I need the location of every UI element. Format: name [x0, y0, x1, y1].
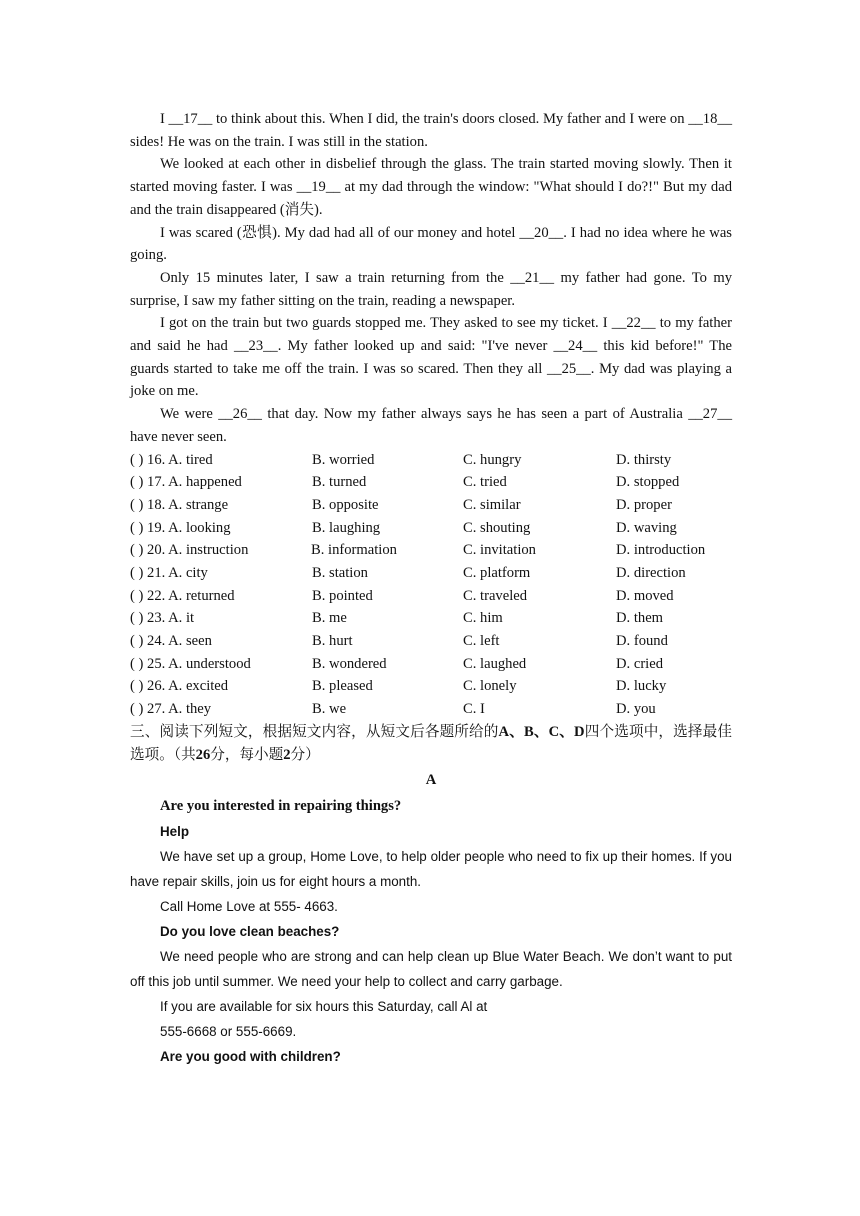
section-title-points: 26	[195, 746, 211, 763]
passage-paragraph: I __17__ to think about this. When I did, the train's doors closed. My father and I were on __18__ sides! He was on the train. I was still in the station.	[130, 111, 732, 150]
option-b: B. turned	[312, 474, 367, 491]
question-stem: ( ) 24. A. seen	[130, 633, 212, 650]
option-d: D. cried	[616, 655, 664, 672]
question-row	[130, 539, 732, 562]
section-title-text: 分）	[290, 746, 320, 763]
section-title-letters: A、B、C、D	[498, 723, 585, 740]
question-row	[130, 449, 732, 472]
option-b: B. station	[312, 564, 368, 581]
option-d: D. stopped	[616, 474, 680, 491]
ad-contact-help: Call Home Love at 555- 4663.	[160, 899, 338, 915]
section-title-text: 三、阅读下列短文，根据短文内容，从短文后各题所给的	[130, 723, 499, 740]
question-stem: ( ) 17. A. happened	[130, 474, 242, 491]
ad-title-beach: Do you love clean beaches?	[160, 924, 340, 940]
question-stem: ( ) 21. A. city	[130, 564, 208, 581]
option-d: D. proper	[616, 496, 672, 513]
option-c: C. platform	[463, 564, 531, 581]
question-options	[130, 449, 732, 721]
question-row	[130, 698, 732, 721]
option-c: C. shouting	[463, 519, 531, 536]
ad-text-beach: We need people who are strong and can help clean up Blue Water Beach. We don’t want to put off this job until summer. We need your help to collect and carry garbage.	[130, 949, 732, 990]
question-stem: ( ) 20. A. instruction	[130, 542, 249, 559]
option-c: C. invitation	[463, 542, 536, 559]
section-title	[130, 721, 732, 766]
question-row	[130, 653, 732, 676]
question-stem: ( ) 22. A. returned	[130, 587, 235, 604]
option-d: D. direction	[616, 564, 686, 581]
option-b: B. wondered	[312, 655, 387, 672]
option-c: C. lonely	[463, 678, 517, 695]
option-d: D. introduction	[616, 542, 706, 559]
question-row	[130, 562, 732, 585]
question-row	[130, 630, 732, 653]
reading-body	[130, 819, 732, 1069]
question-row	[130, 494, 732, 517]
option-d: D. found	[616, 633, 668, 650]
option-d: D. you	[616, 701, 656, 718]
reading-heading: Are you interested in repairing things?	[160, 798, 402, 815]
option-d: D. thirsty	[616, 451, 672, 468]
ad-contact-beach-numbers: 555-6668 or 555-6669.	[160, 1024, 297, 1040]
ad-title-children: Are you good with children?	[160, 1049, 341, 1065]
option-d: D. waving	[616, 519, 677, 536]
option-c: C. tried	[463, 474, 507, 491]
question-row	[130, 517, 732, 540]
option-d: D. lucky	[616, 678, 667, 695]
option-b: B. pointed	[312, 587, 373, 604]
ad-title-help: Help	[160, 824, 190, 840]
question-stem: ( ) 27. A. they	[130, 701, 212, 718]
section-title-text: 分，每小题	[210, 746, 284, 763]
document-content	[130, 108, 732, 1069]
question-stem: ( ) 25. A. understood	[130, 655, 251, 672]
option-c: C. traveled	[463, 587, 528, 604]
option-b: B. pleased	[312, 678, 373, 695]
question-row	[130, 585, 732, 608]
section-title-each: 2	[283, 746, 291, 763]
option-b: B. hurt	[312, 633, 353, 650]
question-row	[130, 607, 732, 630]
question-row	[130, 675, 732, 698]
cloze-passage	[130, 108, 732, 449]
option-d: D. moved	[616, 587, 674, 604]
option-b: B. we	[312, 701, 347, 718]
reading-passage-a	[130, 794, 732, 1069]
question-stem: ( ) 26. A. excited	[130, 678, 229, 695]
passage-paragraph: I was scared (恐惧). My dad had all of our money and hotel __20__. I had no idea where he was going.	[130, 224, 732, 264]
question-stem: ( ) 19. A. looking	[130, 519, 231, 536]
option-b: B. me	[312, 610, 347, 627]
option-c: C. I	[463, 701, 485, 718]
option-b: B. worried	[312, 451, 375, 468]
option-c: C. hungry	[463, 451, 522, 468]
option-b: B. opposite	[312, 496, 379, 513]
ad-contact-beach: If you are available for six hours this Saturday, call Al at	[160, 999, 488, 1015]
passage-paragraph: Only 15 minutes later, I saw a train returning from the __21__ my father had gone. To my surprise, I saw my father sitting on the train, reading a newspaper.	[130, 269, 732, 309]
ad-text-help: We have set up a group, Home Love, to help older people who need to fix up their homes. If you have repair skills, join us for eight hours a month.	[130, 849, 732, 890]
option-c: C. left	[463, 633, 500, 650]
option-b: B. information	[311, 542, 397, 559]
section-title-text: 四个选项中，选择最佳选项。（共	[130, 723, 732, 763]
option-d: D. them	[616, 610, 664, 627]
passage-paragraph: I got on the train but two guards stopped me. They asked to see my ticket. I __22__ to my father and said he had __23__. My father looked up and said: "I've never __24__ this kid before!" The guards started to take me off the train. I was so scared. Then they all __25__. My dad was playing a joke on me.	[130, 315, 732, 400]
part-label: A	[425, 772, 437, 789]
question-stem: ( ) 23. A. it	[130, 610, 195, 627]
question-row	[130, 471, 732, 494]
passage-paragraph: We looked at each other in disbelief through the glass. The train started moving slowly. Then it started moving faster. I was __19__ at my dad through the window: "What should I do?!" But my dad and the train disappeared (消失).	[130, 156, 732, 218]
option-c: C. laughed	[463, 655, 527, 672]
passage-paragraph: We were __26__ that day. Now my father always says he has seen a part of Australia __27__ have never seen.	[130, 406, 732, 445]
option-b: B. laughing	[312, 519, 381, 536]
option-c: C. similar	[463, 496, 521, 513]
question-stem: ( ) 16. A. tired	[130, 451, 213, 468]
option-c: C. him	[463, 610, 503, 627]
question-stem: ( ) 18. A. strange	[130, 496, 229, 513]
